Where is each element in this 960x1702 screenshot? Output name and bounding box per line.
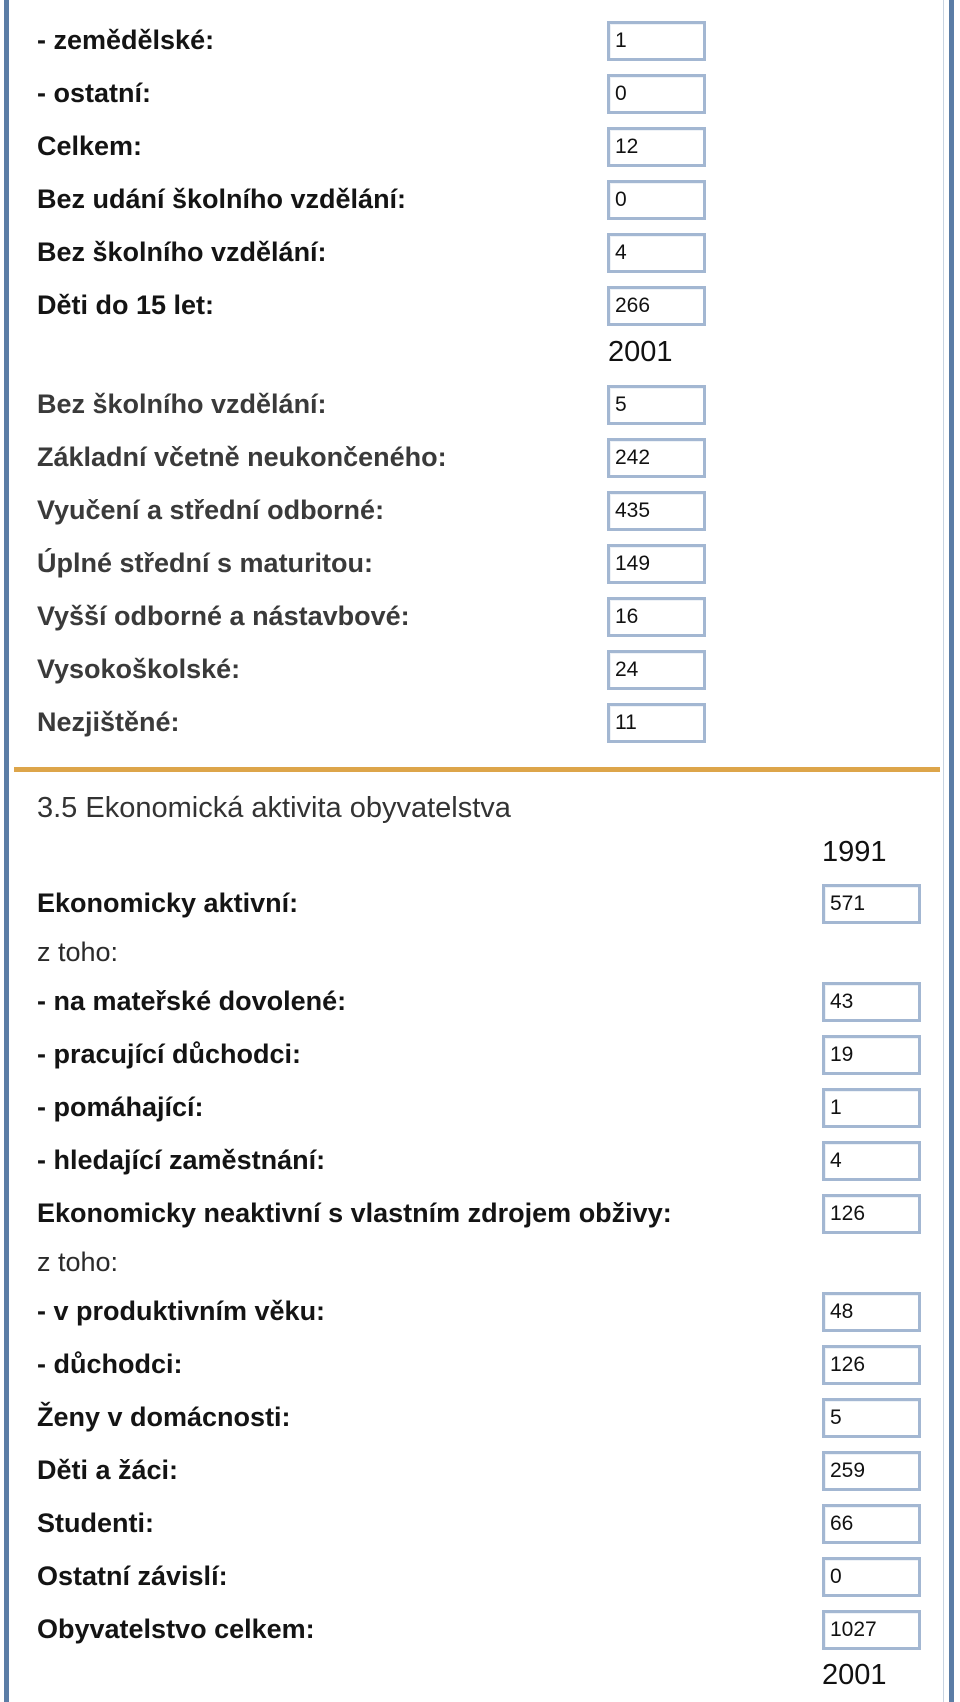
year-heading-1991: 1991: [822, 836, 887, 868]
value-box: 242: [607, 438, 706, 478]
stat-row: [0, 1503, 940, 1543]
value-box: 48: [822, 1292, 921, 1332]
stat-row: [0, 1034, 940, 1074]
row-label: Vyučení a střední odborné:: [37, 495, 385, 525]
section-title: 3.5 Ekonomická aktivita obyvatelstva: [37, 792, 511, 824]
stat-row: [0, 1609, 940, 1649]
value-box: 5: [607, 385, 706, 425]
stat-row: [0, 649, 940, 689]
value-box: 149: [607, 544, 706, 584]
row-label: Bez školního vzdělání:: [37, 389, 327, 419]
value-box: 19: [822, 1035, 921, 1075]
subheading-row: [0, 932, 940, 972]
row-label: - důchodci:: [37, 1349, 183, 1379]
stat-row: [0, 596, 940, 636]
row-label: - pracující důchodci:: [37, 1039, 302, 1069]
row-label: - na mateřské dovolené:: [37, 986, 347, 1016]
value-box: 126: [822, 1194, 921, 1234]
value-box: 1027: [822, 1610, 921, 1650]
right-page-border: [949, 0, 954, 1702]
value-box: 0: [822, 1557, 921, 1597]
stat-row: [0, 285, 940, 325]
stat-row: [0, 1140, 940, 1180]
row-label: Základní včetně neukončeného:: [37, 442, 447, 472]
row-label: Děti a žáci:: [37, 1455, 179, 1485]
stat-row: [0, 981, 940, 1021]
stat-row: [0, 1397, 940, 1437]
row-label: - zemědělské:: [37, 25, 215, 55]
value-box: 259: [822, 1451, 921, 1491]
stat-row: [0, 1344, 940, 1384]
value-box: 266: [607, 286, 706, 326]
row-label: Celkem:: [37, 131, 143, 161]
row-label: Vyšší odborné a nástavbové:: [37, 601, 410, 631]
value-box: 435: [607, 491, 706, 531]
row-label: Děti do 15 let:: [37, 290, 215, 320]
stat-row: [0, 1193, 940, 1233]
row-label: Bez udání školního vzdělání:: [37, 184, 407, 214]
row-label: z toho:: [37, 937, 119, 967]
value-box: 4: [607, 233, 706, 273]
year-heading-2001: 2001: [608, 336, 673, 368]
row-label: z toho:: [37, 1247, 119, 1277]
stat-row: [0, 490, 940, 530]
stat-row: [0, 73, 940, 113]
row-label: Ekonomicky aktivní:: [37, 888, 299, 918]
value-box: 1: [607, 21, 706, 61]
row-label: Úplné střední s maturitou:: [37, 548, 374, 578]
stat-row: [0, 232, 940, 272]
stat-row: [0, 883, 940, 923]
value-box: 11: [607, 703, 706, 743]
value-box: 4: [822, 1141, 921, 1181]
row-label: Vysokoškolské:: [37, 654, 241, 684]
row-label: Obyvatelstvo celkem:: [37, 1614, 315, 1644]
value-box: 16: [607, 597, 706, 637]
stat-row: [0, 1087, 940, 1127]
stat-row: [0, 126, 940, 166]
stat-row: [0, 702, 940, 742]
row-label: Ženy v domácnosti:: [37, 1402, 291, 1432]
section-divider: [14, 767, 940, 772]
row-label: - pomáhající:: [37, 1092, 204, 1122]
stat-row: [0, 1291, 940, 1331]
value-box: 0: [607, 180, 706, 220]
value-box: 5: [822, 1398, 921, 1438]
stat-row: [0, 20, 940, 60]
value-box: 0: [607, 74, 706, 114]
stat-row: [0, 543, 940, 583]
row-label: - v produktivním věku:: [37, 1296, 326, 1326]
row-label: Nezjištěné:: [37, 707, 180, 737]
row-label: Studenti:: [37, 1508, 154, 1538]
row-label: Ostatní závislí:: [37, 1561, 228, 1591]
stat-row: [0, 437, 940, 477]
value-box: 1: [822, 1088, 921, 1128]
value-box: 24: [607, 650, 706, 690]
value-box: 12: [607, 127, 706, 167]
row-label: - hledající zaměstnání:: [37, 1145, 326, 1175]
row-label: Bez školního vzdělání:: [37, 237, 327, 267]
subheading-row: [0, 1242, 940, 1282]
stat-row: [0, 384, 940, 424]
stat-row: [0, 1450, 940, 1490]
value-box: 571: [822, 884, 921, 924]
value-box: 66: [822, 1504, 921, 1544]
value-box: 43: [822, 982, 921, 1022]
stat-row: [0, 179, 940, 219]
row-label: Ekonomicky neaktivní s vlastním zdrojem obživy:: [37, 1198, 672, 1228]
value-box: 126: [822, 1345, 921, 1385]
year-heading-2001-bottom: 2001: [822, 1659, 887, 1691]
stat-row: [0, 1556, 940, 1596]
row-label: - ostatní:: [37, 78, 151, 108]
